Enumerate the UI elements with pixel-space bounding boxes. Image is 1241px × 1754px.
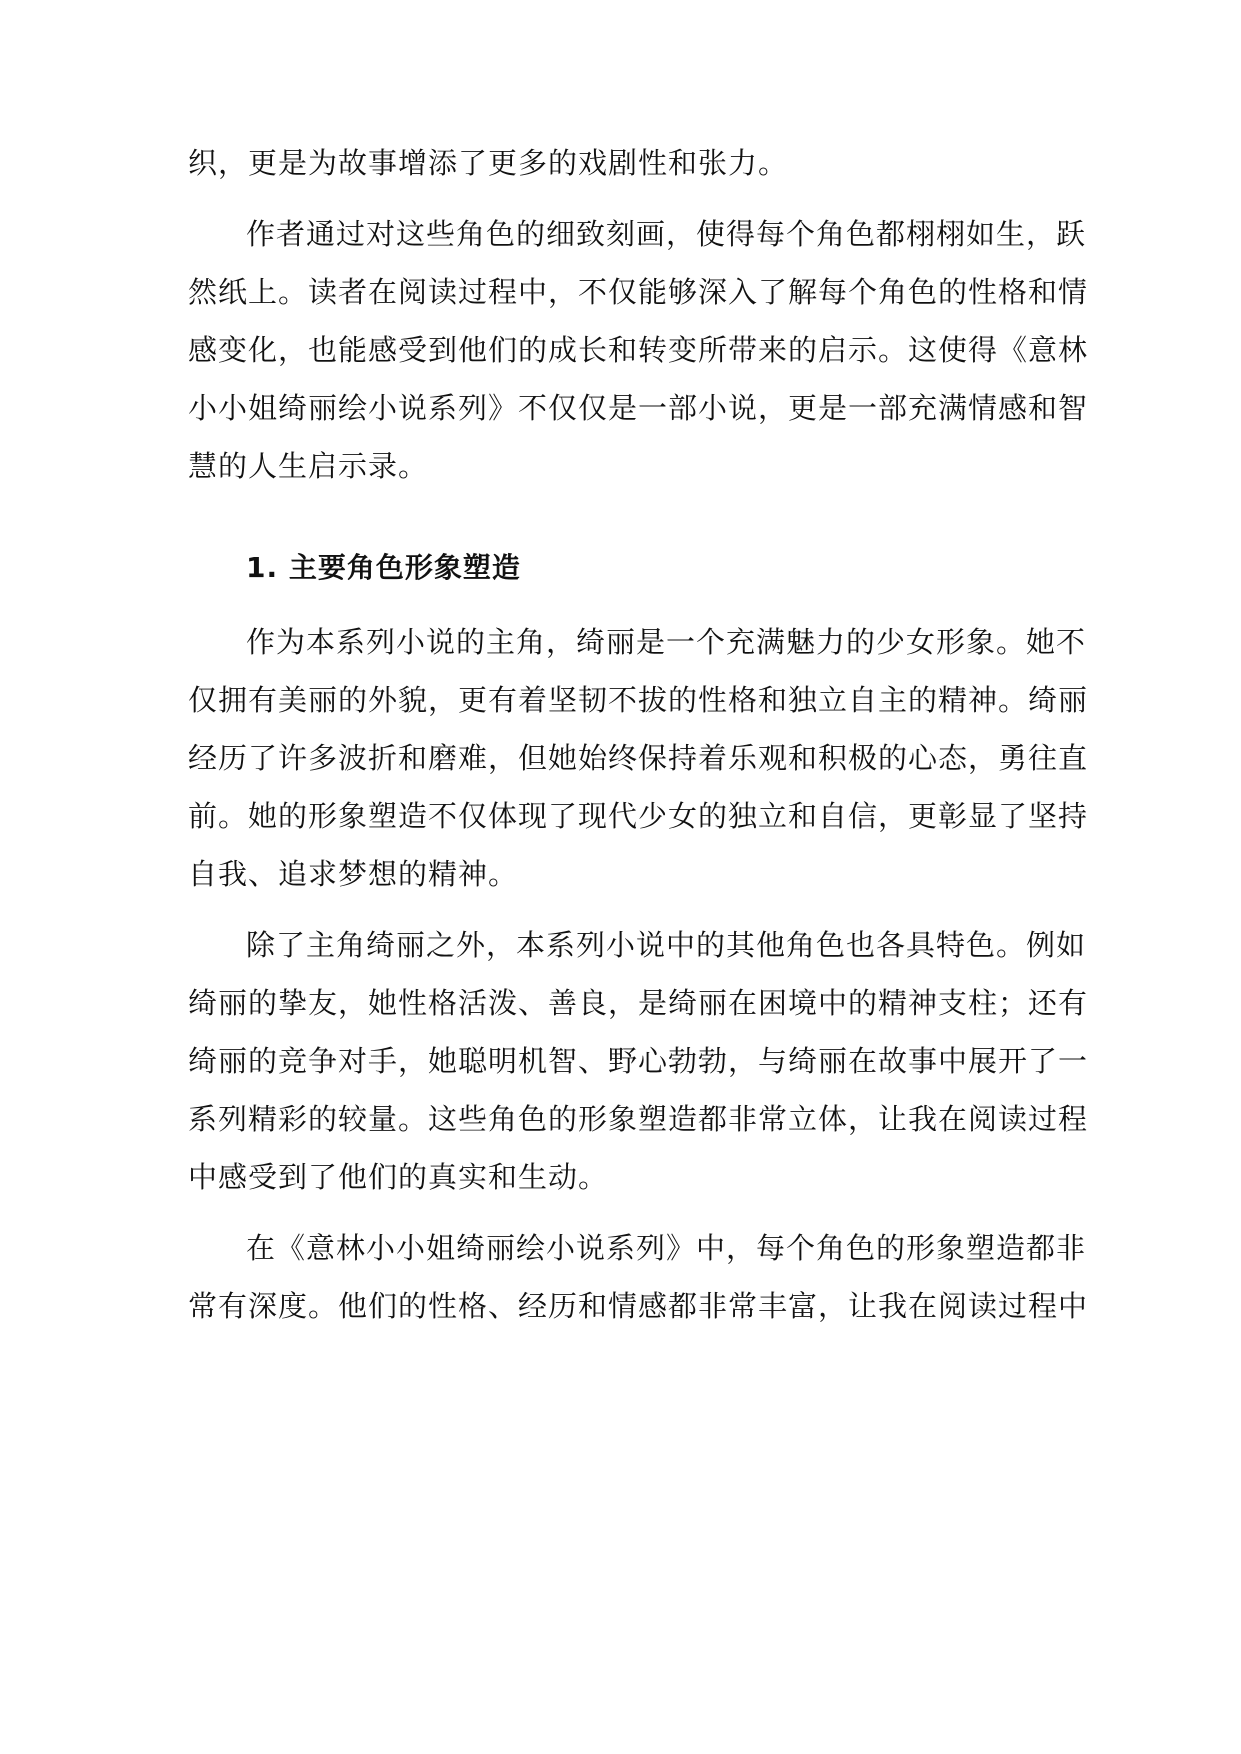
paragraph-character-depth <box>188 1219 1089 1335</box>
text-line: 感变化，也能感受到他们的成长和转变所带来的启示。这使得《意林 <box>188 333 1089 367</box>
paragraph-character-portrayal <box>188 205 1089 495</box>
paragraph-protagonist <box>188 613 1089 903</box>
text-line: 前。她的形象塑造不仅体现了现代少女的独立和自信，更彰显了坚持 <box>188 799 1089 833</box>
text-line: 在《意林小小姐绮丽绘小说系列》中，每个角色的形象塑造都非 <box>246 1231 1087 1265</box>
paragraph-continuation <box>188 134 1052 192</box>
text-line: 仅拥有美丽的外貌，更有着坚韧不拔的性格和独立自主的精神。绮丽 <box>188 683 1089 717</box>
text-line: 慧的人生启示录。 <box>188 449 429 483</box>
text-line: 经历了许多波折和磨难，但她始终保持着乐观和积极的心态，勇往直 <box>188 741 1089 775</box>
text-line: 作者通过对这些角色的细致刻画，使得每个角色都栩栩如生，跃 <box>246 217 1087 251</box>
text-line: 绮丽的挚友，她性格活泼、善良，是绮丽在困境中的精神支柱；还有 <box>188 986 1089 1020</box>
text-line: 自我、追求梦想的精神。 <box>188 857 519 891</box>
text-line: 中感受到了他们的真实和生动。 <box>188 1160 609 1194</box>
text-line: 织，更是为故事增添了更多的戏剧性和张力。 <box>188 146 789 180</box>
text-line: 除了主角绮丽之外，本系列小说中的其他角色也各具特色。例如 <box>246 928 1087 962</box>
text-line: 作为本系列小说的主角，绮丽是一个充满魅力的少女形象。她不 <box>246 625 1087 659</box>
text-line: 小小姐绮丽绘小说系列》不仅仅是一部小说，更是一部充满情感和智 <box>188 391 1089 425</box>
section-heading: 1. 主要角色形象塑造 <box>246 551 521 584</box>
text-line: 系列精彩的较量。这些角色的形象塑造都非常立体，让我在阅读过程 <box>188 1102 1089 1136</box>
text-line: 然纸上。读者在阅读过程中，不仅能够深入了解每个角色的性格和情 <box>188 275 1089 309</box>
text-line: 绮丽的竞争对手，她聪明机智、野心勃勃，与绮丽在故事中展开了一 <box>188 1044 1089 1078</box>
document-page <box>188 134 1089 1348</box>
paragraph-supporting-characters <box>188 916 1089 1206</box>
text-line: 常有深度。他们的性格、经历和情感都非常丰富，让我在阅读过程中 <box>188 1289 1089 1323</box>
